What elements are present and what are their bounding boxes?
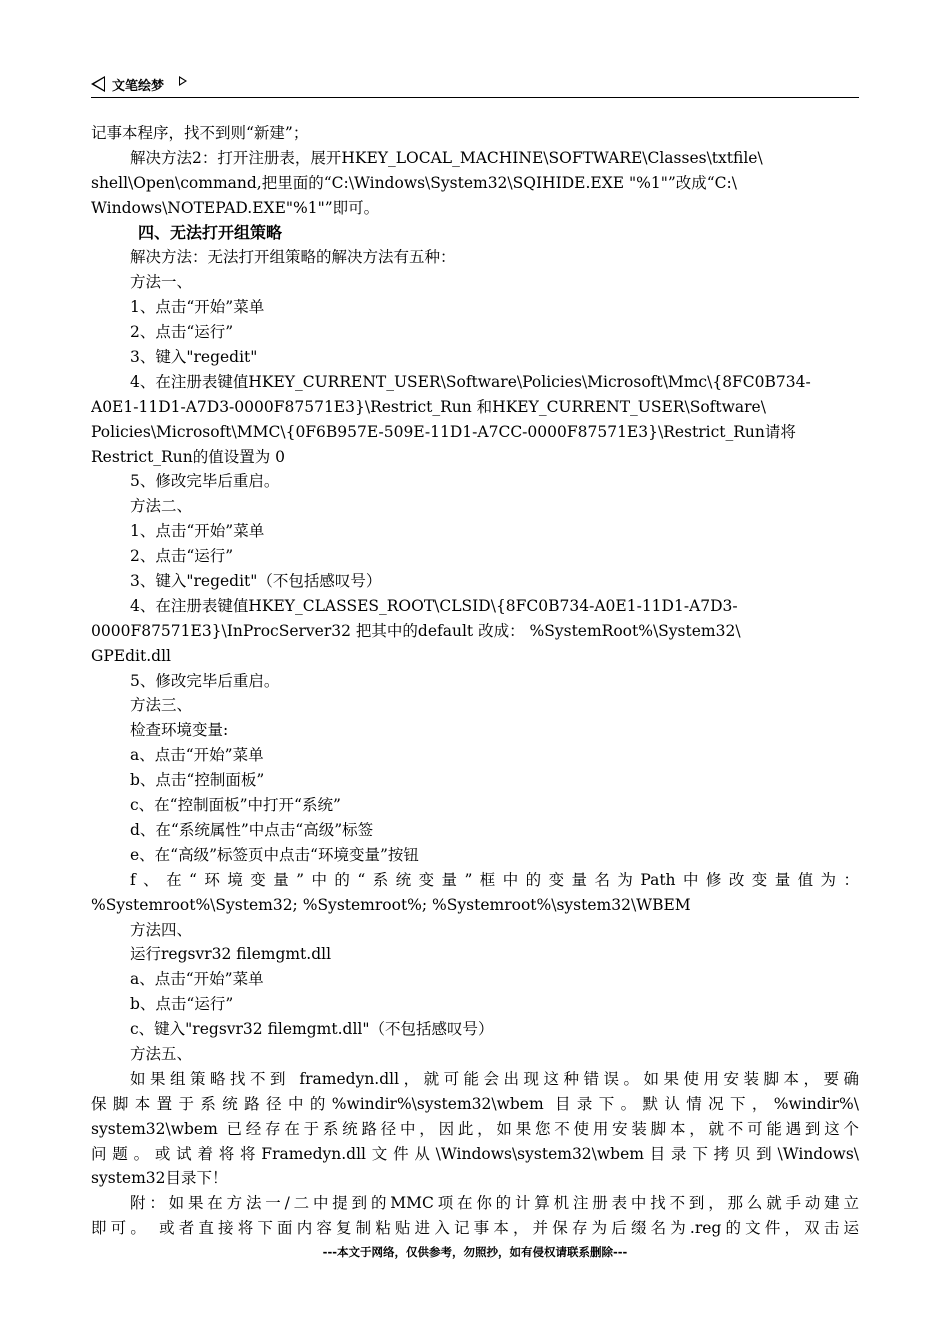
text-line: %Systemroot%\System32; %Systemroot%; %Systemroot%\system32\WBEM [91, 895, 691, 914]
right-triangle-icon [179, 76, 187, 86]
text-line: 方法二、 [130, 497, 193, 516]
text-line: Policies\Microsoft\MMC\{0F6B957E-509E-11D1-A7CC-0000F87571E3}\Restrict_Run请将 [91, 422, 796, 441]
text-line: 3、键入"regedit"（不包括感叹号） [130, 572, 382, 591]
page-footer: ---本文于网络，仅供参考，勿照抄，如有侵权请联系删除--- [322, 1245, 628, 1259]
text-line: d、在“系统属性”中点击“高级”标签 [130, 820, 374, 839]
text-line: 5、修改完毕后重启。 [130, 472, 280, 491]
text-line: f、在“环境变量”中的“系统变量”框中的变量名为Path中修改变量值为： [130, 870, 859, 889]
text-line: 2、点击“运行” [130, 547, 234, 566]
text-line: a、点击“开始”菜单 [130, 746, 264, 765]
page-header [91, 72, 859, 98]
text-line: Windows\NOTEPAD.EXE"%1"”即可。 [91, 198, 380, 217]
text-line: 方法五、 [130, 1044, 193, 1063]
text-line: c、键入"regsvr32 filemgmt.dll"（不包括感叹号） [130, 1020, 494, 1039]
text-line: 4、在注册表键值HKEY_CURRENT_USER\Software\Policies\Microsoft\Mmc\{8FC0B734- [130, 372, 811, 391]
text-line: system32目录下！ [91, 1169, 228, 1188]
text-line: system32\wbem 已经存在于系统路径中，因此，如果您不使用安装脚本，就不可能遇到这个 [91, 1119, 859, 1138]
text-line: 记事本程序，找不到则“新建”； [91, 124, 309, 142]
text-line: 保脚本置于系统路径中的%windir%\system32\wbem 目录下。默认情况下，%windir%\ [91, 1094, 859, 1113]
text-line: A0E1-11D1-A7D3-0000F87571E3}\Restrict_Run 和HKEY_CURRENT_USER\Software\ [91, 397, 766, 416]
text-line: b、点击“控制面板” [130, 771, 265, 790]
text-line: e、在“高级”标签页中点击“环境变量”按钮 [130, 845, 419, 864]
text-line: 如果组策略找不到 framedyn.dll，就可能会出现这种错误。如果使用安装脚本，要确 [130, 1069, 859, 1088]
text-line: 0000F87571E3}\InProcServer32 把其中的default 改成： %SystemRoot%\System32\ [91, 621, 741, 640]
text-line: 检查环境变量: [130, 721, 229, 740]
text-line: 2、点击“运行” [130, 323, 234, 342]
text-line: Restrict_Run的值设置为 0 [91, 447, 285, 466]
header-brand: 文笔绘梦 [112, 79, 165, 94]
text-line: 即可。 或者直接将下面内容复制粘贴进入记事本，并保存为后缀名为.reg的文件，双击运 [91, 1219, 859, 1238]
text-line: c、在“控制面板”中打开“系统” [130, 796, 341, 815]
text-line: 解决方法：无法打开组策略的解决方法有五种： [130, 248, 456, 267]
text-line: 5、修改完毕后重启。 [130, 671, 280, 690]
text-line: 方法一、 [130, 273, 193, 292]
text-line: 问题。或试着将将Framedyn.dll文件从\Windows\system32\wbem目录下拷贝到\Windows\ [91, 1144, 859, 1163]
text-line: shell\Open\command,把里面的“C:\Windows\System32\SQIHIDE.EXE "%1"”改成“C:\ [91, 173, 737, 192]
text-line: b、点击“运行” [130, 995, 234, 1014]
text-line: 附：如果在方法一/二中提到的MMC项在你的计算机注册表中找不到，那么就手动建立 [130, 1194, 859, 1213]
document-body [91, 121, 859, 1241]
section-heading: 四、无法打开组策略 [138, 222, 283, 242]
text-line: 3、键入"regedit" [130, 348, 258, 367]
text-line: 方法四、 [130, 920, 193, 939]
text-line: 4、在注册表键值HKEY_CLASSES_ROOT\CLSID\{8FC0B734-A0E1-11D1-A7D3- [130, 596, 738, 615]
text-line: GPEdit.dll [91, 646, 171, 665]
text-line: 1、点击“开始”菜单 [130, 298, 265, 317]
left-triangle-icon [91, 76, 105, 92]
text-line: 解决方法2：打开注册表，展开HKEY_LOCAL_MACHINE\SOFTWARE\Classes\txtfile\ [130, 148, 763, 167]
text-line: 1、点击“开始”菜单 [130, 522, 265, 541]
text-line: 运行regsvr32 filemgmt.dll [130, 945, 332, 964]
text-line: a、点击“开始”菜单 [130, 970, 264, 989]
text-line: 方法三、 [130, 696, 193, 715]
